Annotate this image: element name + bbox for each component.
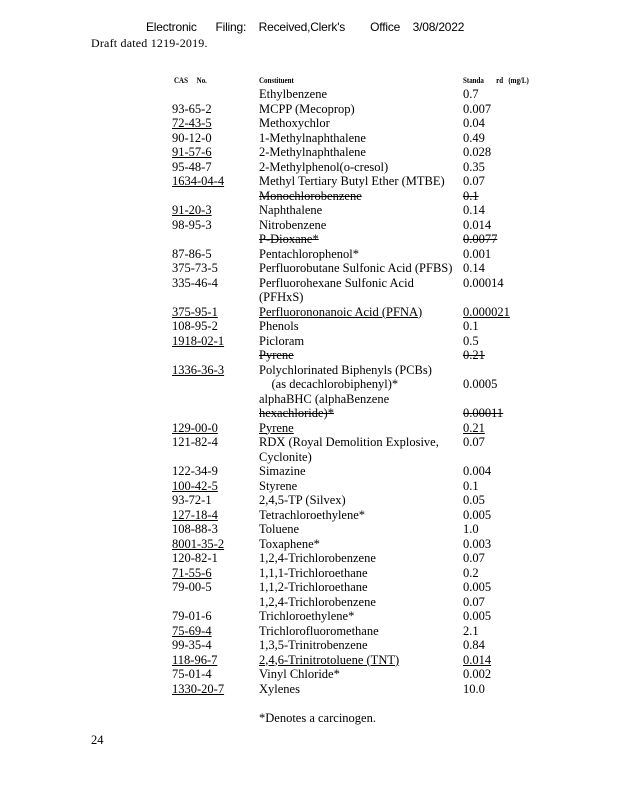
constituent-name: Toluene	[259, 522, 300, 536]
cas-number: 75-69-4	[172, 623, 212, 638]
standard-value: 0.001	[463, 246, 492, 261]
standard-value: 10.0	[463, 681, 485, 696]
standard-value: 0.028	[463, 145, 492, 159]
cas-number: 108-95-2	[172, 319, 218, 333]
table-row	[0, 479, 618, 494]
cas-number: 98-95-3	[172, 217, 212, 232]
constituent-name: Pyrene	[259, 348, 294, 362]
cas-number: 72-43-5	[172, 116, 212, 130]
constituent-name: Picloram	[259, 333, 305, 348]
cas-number: 1634-04-4	[172, 174, 225, 188]
standard-value: 1.0	[463, 522, 479, 536]
table-row	[0, 609, 618, 624]
cas-number: 95-48-7	[172, 159, 212, 174]
standard-value: 0.21	[463, 420, 485, 435]
draft-date: Draft dated 1219-2019.	[91, 36, 208, 50]
constituent-name: Methoxychlor	[259, 116, 330, 130]
cas-number: 120-82-1	[172, 551, 218, 565]
cas-number: 1918-02-1	[172, 333, 225, 348]
constituent-name: RDX (Royal Demolition Explosive, Cyclonite)	[259, 435, 439, 464]
standard-value: 0.5	[463, 333, 479, 348]
constituent-name: Perfluorobutane Sulfonic Acid (PFBS)	[259, 261, 453, 275]
standard-value: 0.00011	[463, 406, 504, 420]
column-header-standard: Standa rd (mg/L)	[463, 75, 529, 85]
constituent-name: P-Dioxane*	[259, 232, 319, 246]
standard-value: 0.0005	[463, 377, 498, 391]
standard-value: 0.35	[463, 159, 485, 174]
constituent-name: 2-Methylnaphthalene	[259, 145, 366, 159]
table-row	[0, 551, 618, 566]
table-row	[0, 392, 618, 407]
constituent-name: Pentachlorophenol*	[259, 246, 359, 261]
table-row	[0, 580, 618, 595]
constituent-name: Phenols	[259, 319, 299, 333]
table-row	[0, 203, 618, 218]
footnote: *Denotes a carcinogen.	[259, 711, 376, 725]
standard-value: 0.14	[463, 203, 485, 217]
constituent-name: 1-Methylnaphthalene	[259, 130, 366, 145]
table-row	[0, 131, 618, 146]
table-row	[0, 87, 618, 102]
constituent-name: Vinyl Chloride*	[259, 667, 340, 681]
table-row	[0, 174, 618, 189]
constituent-name: Nitrobenzene	[259, 217, 327, 232]
table-row	[0, 218, 618, 233]
standard-value: 0.005	[463, 609, 492, 623]
standard-value: 0.2	[463, 565, 479, 580]
standard-value: 0.7	[463, 87, 479, 101]
standard-value: 0.0077	[463, 232, 498, 246]
standard-value: 0.004	[463, 464, 492, 478]
table-row	[0, 334, 618, 349]
cas-number: 93-72-1	[172, 493, 212, 507]
standard-value: 0.014	[463, 652, 492, 667]
table-row	[0, 102, 618, 117]
cas-number: 100-42-5	[172, 478, 218, 493]
cas-number: 8001-35-2	[172, 536, 225, 551]
standard-value: 0.05	[463, 493, 485, 507]
table-row	[0, 247, 618, 262]
standard-value: 0.000021	[463, 304, 510, 319]
table-row	[0, 319, 618, 334]
table-row	[0, 160, 618, 175]
standard-value: 0.003	[463, 536, 492, 551]
constituent-name: Perfluorononanoic Acid (PFNA)	[259, 304, 423, 319]
constituent-name: alphaBHC (alphaBenzene	[259, 391, 390, 406]
constituent-name: 1,3,5-Trinitrobenzene	[259, 638, 368, 652]
table-row	[0, 653, 618, 668]
cas-number: 118-96-7	[172, 652, 218, 667]
constituent-name: 1,1,1-Trichloroethane	[259, 565, 368, 580]
constituent-name: 2,4,6-Trinitrotoluene (TNT)	[259, 652, 400, 667]
standard-value: 0.007	[463, 101, 492, 116]
standard-value: 0.14	[463, 261, 485, 275]
table-row	[0, 363, 618, 378]
constituent-name: Polychlorinated Biphenyls (PCBs)	[259, 362, 432, 377]
constituent-name: MCPP (Mecoprop)	[259, 101, 355, 116]
table-row	[0, 232, 618, 247]
constituent-name: Naphthalene	[259, 203, 323, 217]
cas-number: 91-57-6	[172, 145, 212, 159]
table-row	[0, 638, 618, 653]
table-row	[0, 667, 618, 682]
constituent-name: Xylenes	[259, 681, 300, 696]
column-header-cas: CAS No.	[174, 75, 207, 85]
cas-number: 71-55-6	[172, 565, 212, 580]
constituent-name: 2-Methylphenol(o-cresol)	[259, 159, 389, 174]
cas-number: 122-34-9	[172, 464, 218, 478]
constituent-name: Trichloroethylene*	[259, 609, 355, 623]
constituent-name: 2,4,5-TP (Silvex)	[259, 493, 346, 507]
standard-value: 0.005	[463, 507, 492, 522]
constituent-name: Pyrene	[259, 420, 294, 435]
column-header-constituent: Constituent	[259, 75, 294, 85]
constituent-name: Styrene	[259, 478, 298, 493]
table-row	[0, 508, 618, 523]
standard-value: 0.07	[463, 551, 485, 565]
cas-number: 99-35-4	[172, 638, 212, 652]
standard-value: 0.002	[463, 667, 492, 681]
standard-value: 0.21	[463, 348, 485, 362]
table-row	[0, 406, 618, 421]
cas-number: 75-01-4	[172, 667, 212, 681]
constituent-name: Monochlorobenzene	[259, 188, 362, 203]
cas-number: 87-86-5	[172, 246, 212, 261]
cas-number: 127-18-4	[172, 507, 218, 522]
table-row	[0, 624, 618, 639]
cas-number: 1336-36-3	[172, 362, 225, 377]
standard-value: 0.49	[463, 130, 485, 145]
cas-number: 121-82-4	[172, 435, 218, 449]
constituent-name: 1,2,4-Trichlorobenzene	[259, 551, 376, 565]
cas-number: 108-88-3	[172, 522, 218, 536]
table-row	[0, 464, 618, 479]
standard-value: 0.84	[463, 638, 485, 652]
table-row	[0, 537, 618, 552]
table-row	[0, 377, 618, 392]
constituent-name: 1,2,4-Trichlorobenzene	[259, 594, 376, 609]
standard-value: 0.07	[463, 174, 485, 188]
cas-number: 335-46-4	[172, 275, 218, 290]
constituent-name: hexachloride)*	[259, 406, 334, 420]
standard-value: 0.07	[463, 594, 485, 609]
constituent-name: Tetrachloroethylene*	[259, 507, 366, 522]
standard-value: 0.014	[463, 217, 492, 232]
table-row	[0, 522, 618, 537]
cas-number: 93-65-2	[172, 101, 212, 116]
cas-number: 375-73-5	[172, 261, 218, 275]
standard-value: 0.07	[463, 435, 485, 449]
standard-value: 0.005	[463, 580, 492, 594]
constituent-table	[0, 87, 618, 696]
table-row	[0, 566, 618, 581]
constituent-name: Methyl Tertiary Butyl Ether (MTBE)	[259, 174, 445, 188]
cas-number: 91-20-3	[172, 203, 212, 217]
cas-number: 129-00-0	[172, 420, 218, 435]
standard-value: 0.1	[463, 478, 479, 493]
table-row	[0, 116, 618, 131]
table-row	[0, 276, 618, 305]
cas-number: 79-00-5	[172, 580, 212, 594]
standard-value: 0.1	[463, 188, 479, 203]
constituent-name: Ethylbenzene	[259, 87, 328, 101]
table-row	[0, 435, 618, 464]
table-row	[0, 595, 618, 610]
cas-number: 1330-20-7	[172, 681, 225, 696]
cas-number: 79-01-6	[172, 609, 212, 623]
table-row	[0, 421, 618, 436]
constituent-name: Trichlorofluoromethane	[259, 623, 379, 638]
cas-number: 90-12-0	[172, 130, 212, 145]
standard-value: 2.1	[463, 623, 479, 638]
constituent-name: Toxaphene*	[259, 536, 320, 551]
constituent-name: Perfluorohexane Sulfonic Acid (PFHxS)	[259, 275, 414, 304]
table-row	[0, 261, 618, 276]
filing-stamp: Electronic Filing: Received,Clerk's Office 3/08/2022	[146, 20, 465, 34]
table-row	[0, 305, 618, 320]
constituent-name: (as decachlorobiphenyl)*	[259, 377, 399, 391]
constituent-name: Simazine	[259, 464, 306, 478]
table-row	[0, 493, 618, 508]
table-row	[0, 682, 618, 697]
table-row	[0, 348, 618, 363]
table-row	[0, 189, 618, 204]
page-number: 24	[91, 733, 104, 747]
standard-value: 0.00014	[463, 275, 504, 290]
standard-value: 0.04	[463, 116, 485, 130]
standard-value: 0.1	[463, 319, 479, 333]
cas-number: 375-95-1	[172, 304, 218, 319]
constituent-name: 1,1,2-Trichloroethane	[259, 580, 368, 594]
table-row	[0, 145, 618, 160]
